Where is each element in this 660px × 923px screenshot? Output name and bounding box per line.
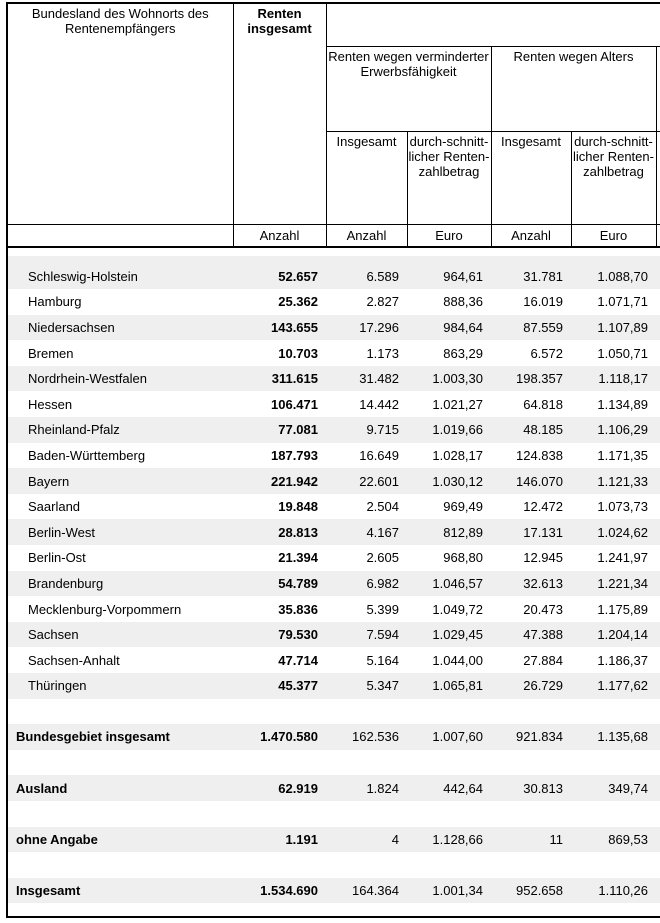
row-vm-avg: 964,61: [443, 268, 483, 284]
table-row: [8, 622, 660, 648]
table-row: [8, 468, 660, 494]
row-vm-count: 31.482: [359, 371, 399, 387]
unit-total: Anzahl: [233, 224, 326, 247]
unit-vm-count: Anzahl: [326, 224, 407, 247]
row-vm-count: 5.399: [366, 601, 399, 617]
table-row: [8, 673, 660, 699]
row-total: 35.836: [278, 601, 318, 617]
row-name: Nordrhein-Westfalen: [28, 371, 147, 387]
row-age-count: 17.131: [523, 524, 563, 540]
row-vm-count: 1.173: [366, 345, 399, 361]
row-vm-avg: 1.003,30: [432, 371, 483, 387]
row-vm-avg: 812,89: [443, 524, 483, 540]
row-age-count: 64.818: [523, 396, 563, 412]
header-sub-more: [656, 131, 660, 224]
row-vm-avg: 888,36: [443, 294, 483, 310]
row-vm-avg: 968,80: [443, 550, 483, 566]
unit-age-count: Anzahl: [491, 224, 571, 247]
pension-table-frame: [6, 2, 660, 918]
header-sub-avg: durch-schnitt-licher Renten-zahlbetrag: [407, 131, 491, 224]
header-group-age: Renten wegen Alters: [491, 46, 656, 131]
table-body: [8, 247, 660, 264]
row-age-avg: 1.088,70: [597, 268, 648, 284]
row-age-count: 87.559: [523, 319, 563, 335]
unit-vm-avg: Euro: [407, 224, 491, 247]
table-row: [8, 391, 660, 417]
row-vm-avg: 1.021,27: [432, 396, 483, 412]
row-total: 47.714: [278, 652, 318, 668]
row-vm-count: 14.442: [359, 396, 399, 412]
row-name: Thüringen: [28, 678, 87, 694]
row-name: Hessen: [28, 396, 73, 412]
row-vm-avg: 1.049,72: [432, 601, 483, 617]
table-row: [8, 494, 660, 520]
row-age-avg: 349,74: [608, 780, 648, 796]
row-vm-count: 5.164: [366, 652, 399, 668]
table-row: [8, 443, 660, 469]
row-name: Rheinland-Pfalz: [28, 422, 120, 438]
row-vm-count: 4.167: [366, 524, 399, 540]
row-vm-avg: 1.029,45: [432, 627, 483, 643]
row-vm-avg: 863,29: [443, 345, 483, 361]
row-age-count: 921.834: [516, 729, 563, 745]
row-age-avg: 1.107,89: [597, 319, 648, 335]
row-name: Niedersachsen: [28, 319, 115, 335]
row-total: 1.470.580: [260, 729, 318, 745]
table-row: [8, 519, 660, 545]
row-age-avg: 1.221,34: [597, 575, 648, 591]
table-row: [8, 571, 660, 597]
table-row: [8, 545, 660, 571]
unit-more: [656, 224, 660, 247]
row-age-count: 12.472: [523, 499, 563, 515]
row-total: 221.942: [271, 473, 318, 489]
row-age-avg: 1.135,68: [597, 729, 648, 745]
pension-table: [8, 4, 660, 903]
row-age-avg: 1.177,62: [597, 678, 648, 694]
row-age-avg: 1.024,62: [597, 524, 648, 540]
row-total: 45.377: [278, 678, 318, 694]
row-vm-avg: 1.044,00: [432, 652, 483, 668]
row-age-avg: 1.241,97: [597, 550, 648, 566]
row-name: Insgesamt: [16, 883, 81, 899]
row-age-avg: 1.110,26: [598, 883, 648, 899]
row-name: Schleswig-Holstein: [28, 268, 138, 284]
row-total: 1.191: [285, 831, 318, 847]
row-age-count: 26.729: [523, 678, 563, 694]
row-vm-count: 1.824: [366, 780, 399, 796]
row-name: Bremen: [28, 345, 74, 361]
table-row-unknown: [8, 827, 660, 853]
row-vm-avg: 969,49: [443, 499, 483, 515]
row-age-avg: 1.134,89: [597, 396, 648, 412]
state-rows: [8, 264, 660, 699]
row-vm-count: 2.605: [366, 550, 399, 566]
table-header: [8, 4, 660, 247]
row-age-avg: 1.118,17: [598, 371, 648, 387]
row-age-avg: 1.204,14: [597, 627, 648, 643]
row-vm-count: 6.982: [366, 575, 399, 591]
header-region: Bundesland des Wohnorts des Rentenempfängers: [8, 4, 233, 224]
row-vm-count: 7.594: [366, 627, 399, 643]
row-total: 79.530: [278, 627, 318, 643]
row-vm-count: 16.649: [359, 447, 399, 463]
row-vm-count: 22.601: [359, 473, 399, 489]
row-total: 106.471: [271, 396, 318, 412]
header-sub-total: Insgesamt: [326, 131, 407, 224]
row-age-count: 32.613: [523, 575, 563, 591]
row-total: 28.813: [278, 524, 318, 540]
row-total: 311.615: [271, 371, 318, 387]
row-vm-avg: 984,64: [443, 319, 483, 335]
table-row-abroad: [8, 775, 660, 801]
row-name: Saarland: [28, 499, 81, 515]
row-age-avg: 869,53: [608, 831, 648, 847]
row-vm-count: 17.296: [359, 319, 399, 335]
row-age-count: 27.884: [523, 652, 563, 668]
row-age-count: 20.473: [523, 601, 563, 617]
row-vm-count: 2.504: [366, 499, 399, 515]
summary-rows: [8, 699, 660, 904]
row-age-count: 198.357: [516, 371, 563, 387]
row-age-count: 952.658: [516, 883, 563, 899]
row-total: 1.534.690: [260, 883, 318, 899]
row-age-avg: 1.171,35: [597, 447, 648, 463]
row-age-count: 31.781: [523, 268, 563, 284]
header-group-more: [656, 46, 660, 131]
row-age-count: 6.572: [530, 345, 563, 361]
row-vm-count: 5.347: [366, 678, 399, 694]
row-age-avg: 1.186,37: [597, 652, 648, 668]
row-age-count: 146.070: [516, 473, 563, 489]
row-total: 25.362: [278, 294, 318, 310]
row-age-count: 11: [549, 831, 563, 847]
row-vm-count: 164.364: [352, 883, 399, 899]
row-vm-count: 162.536: [352, 729, 399, 745]
row-total: 187.793: [271, 447, 318, 463]
row-age-count: 48.185: [523, 422, 563, 438]
row-age-count: 16.019: [523, 294, 563, 310]
row-age-avg: 1.121,33: [597, 473, 648, 489]
row-age-avg: 1.175,89: [597, 601, 648, 617]
table-row: [8, 264, 660, 290]
row-name: Bayern: [28, 473, 70, 489]
row-name: Mecklenburg-Vorpommern: [28, 601, 182, 617]
row-age-avg: 1.073,73: [597, 499, 648, 515]
table-row-grand-total: [8, 878, 660, 904]
row-vm-count: 4: [391, 831, 399, 847]
row-name: Brandenburg: [28, 575, 104, 591]
row-vm-avg: 1.007,60: [432, 729, 483, 745]
row-vm-count: 6.589: [366, 268, 399, 284]
row-age-avg: 1.106,29: [597, 422, 648, 438]
row-total: 19.848: [278, 499, 318, 515]
row-total: 10.703: [278, 345, 318, 361]
table-row: [8, 289, 660, 315]
row-vm-avg: 1.065,81: [432, 678, 483, 694]
row-total: 62.919: [278, 780, 318, 796]
row-age-count: 12.945: [523, 550, 563, 566]
row-age-avg: 1.071,71: [597, 294, 648, 310]
row-name: Ausland: [16, 780, 68, 796]
header-sub-total-2: Insgesamt: [491, 131, 571, 224]
row-vm-avg: 442,64: [443, 780, 483, 796]
row-vm-avg: 1.128,66: [432, 831, 483, 847]
row-total: 21.394: [278, 550, 318, 566]
row-name: Baden-Württemberg: [28, 447, 146, 463]
row-vm-count: 9.715: [366, 422, 399, 438]
header-sub-avg-2: durch-schnitt-licher Renten-zahlbetrag: [571, 131, 656, 224]
row-name: Bundesgebiet insgesamt: [16, 729, 170, 745]
row-vm-count: 2.827: [366, 294, 399, 310]
row-age-avg: 1.050,71: [597, 345, 648, 361]
row-name: Hamburg: [28, 294, 82, 310]
row-vm-avg: 1.019,66: [432, 422, 483, 438]
row-name: ohne Angabe: [16, 831, 98, 847]
header-blank: [326, 4, 660, 46]
row-age-count: 47.388: [523, 627, 563, 643]
row-name: Sachsen-Anhalt: [28, 652, 120, 668]
table-row: [8, 647, 660, 673]
row-total: 143.655: [271, 319, 318, 335]
row-vm-avg: 1.030,12: [432, 473, 483, 489]
header-total: Renten insgesamt: [233, 4, 326, 224]
row-total: 52.657: [278, 268, 318, 284]
row-total: 77.081: [278, 422, 318, 438]
table-row: [8, 417, 660, 443]
unit-age-avg: Euro: [571, 224, 656, 247]
table-row: [8, 340, 660, 366]
header-group-reduced: Renten wegen verminderter Erwerbsfähigkeit: [326, 46, 491, 131]
table-row-federal: [8, 724, 660, 750]
row-name: Berlin-Ost: [28, 550, 86, 566]
row-age-count: 30.813: [523, 780, 563, 796]
row-vm-avg: 1.001,34: [432, 883, 483, 899]
row-vm-avg: 1.028,17: [432, 447, 483, 463]
row-age-count: 124.838: [516, 447, 563, 463]
row-name: Sachsen: [28, 627, 79, 643]
table-row: [8, 596, 660, 622]
row-vm-avg: 1.046,57: [432, 575, 483, 591]
unit-region: [8, 224, 233, 247]
table-row: [8, 315, 660, 341]
table-row: [8, 366, 660, 392]
row-name: Berlin-West: [28, 524, 95, 540]
row-total: 54.789: [278, 575, 318, 591]
